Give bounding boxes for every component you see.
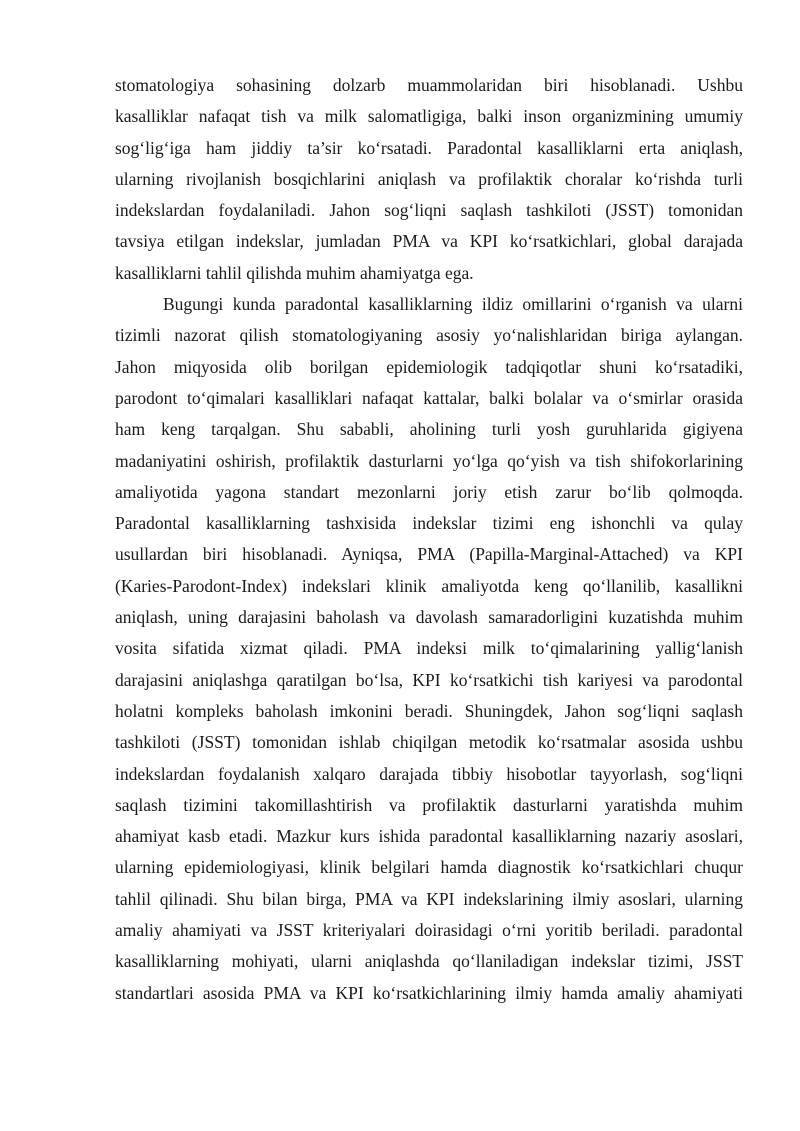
paragraph-end-line: kasalliklarni tahlil qilishda muhim ahamiyatga ega. [115,262,474,283]
text-line: vosita sifatida xizmat qiladi. PMA indeksi milk to‘qimalarining yallig‘lanish [115,638,743,659]
text-line: saqlash tizimini takomillashtirish va profilaktik dasturlarni yaratishda muhim [115,794,743,815]
text-line: Paradontal kasalliklarning tashxisida indekslar tizimi eng ishonchli va qulay [115,513,743,534]
text-line: amaliy ahamiyati va JSST kriteriyalari doirasidagi o‘rni yoritib beriladi. paradontal [115,920,743,941]
text-line: standartlari asosida PMA va KPI ko‘rsatkichlarining ilmiy hamda amaliy ahamiyati [115,982,743,1003]
text-line: ularning rivojlanish bosqichlarini aniqlash va profilaktik choralar ko‘rishda turli [115,168,743,189]
text-line: indekslardan foydalanish xalqaro darajada tibbiy hisobotlar tayyorlash, sog‘liqni [115,763,743,784]
text-line: sog‘lig‘iga ham jiddiy ta’sir ko‘rsatadi. Paradontal kasalliklarni erta aniqlash, [115,137,743,158]
paragraph-first-line: Bugungi kunda paradontal kasalliklarning ildiz omillarini o‘rganish va ularni [163,294,743,315]
text-line: tahlil qilinadi. Shu bilan birga, PMA va KPI indekslarining ilmiy asoslari, ularning [115,888,743,909]
text-line: indekslardan foydalaniladi. Jahon sog‘liqni saqlash tashkiloti (JSST) tomonidan [115,200,743,221]
text-line: usullardan biri hisoblanadi. Ayniqsa, PMA (Papilla-Marginal-Attached) va KPI [115,544,743,565]
text-line: tizimli nazorat qilish stomatologiyaning asosiy yo‘nalishlaridan biriga aylangan. [115,325,743,346]
text-line: (Karies-Parodont-Index) indekslari klinik amaliyotda keng qo‘llanilib, kasallikni [115,575,743,596]
body-text [115,70,743,1009]
text-line: Jahon miqyosida olib borilgan epidemiologik tadqiqotlar shuni ko‘rsatadiki, [115,356,743,377]
text-line: holatni kompleks baholash imkonini beradi. Shuningdek, Jahon sog‘liqni saqlash [115,700,743,721]
text-line: parodont to‘qimalari kasalliklari nafaqat kattalar, balki bolalar va o‘smirlar orasida [115,387,743,408]
text-line: tashkiloti (JSST) tomonidan ishlab chiqilgan metodik ko‘rsatmalar asosida ushbu [115,732,743,753]
text-line: amaliyotida yagona standart mezonlarni joriy etish zarur bo‘lib qolmoqda. [115,481,743,502]
text-line: ularning epidemiologiyasi, klinik belgilari hamda diagnostik ko‘rsatkichlari chuqur [115,857,743,878]
text-line: madaniyatini oshirish, profilaktik dasturlarni yo‘lga qo‘yish va tish shifokorlarining [115,450,743,471]
text-line: kasalliklarning mohiyati, ularni aniqlashda qo‘llaniladigan indekslar tizimi, JSST [115,951,743,972]
text-line: aniqlash, uning darajasini baholash va davolash samaradorligini kuzatishda muhim [115,607,743,628]
text-line: darajasini aniqlashga qaratilgan bo‘lsa, KPI ko‘rsatkichi tish kariyesi va parodontal [115,669,743,690]
text-line: tavsiya etilgan indekslar, jumladan PMA va KPI ko‘rsatkichlari, global darajada [115,231,743,252]
text-line: kasalliklar nafaqat tish va milk salomatligiga, balki inson organizmining umumiy [115,106,743,127]
text-line: ahamiyat kasb etadi. Mazkur kurs ishida paradontal kasalliklarning nazariy asoslari, [115,826,743,847]
text-line: ham keng tarqalgan. Shu sababli, aholining turli yosh guruhlarida gigiyena [115,419,743,440]
text-line: stomatologiya sohasining dolzarb muammolaridan biri hisoblanadi. Ushbu [115,75,743,95]
